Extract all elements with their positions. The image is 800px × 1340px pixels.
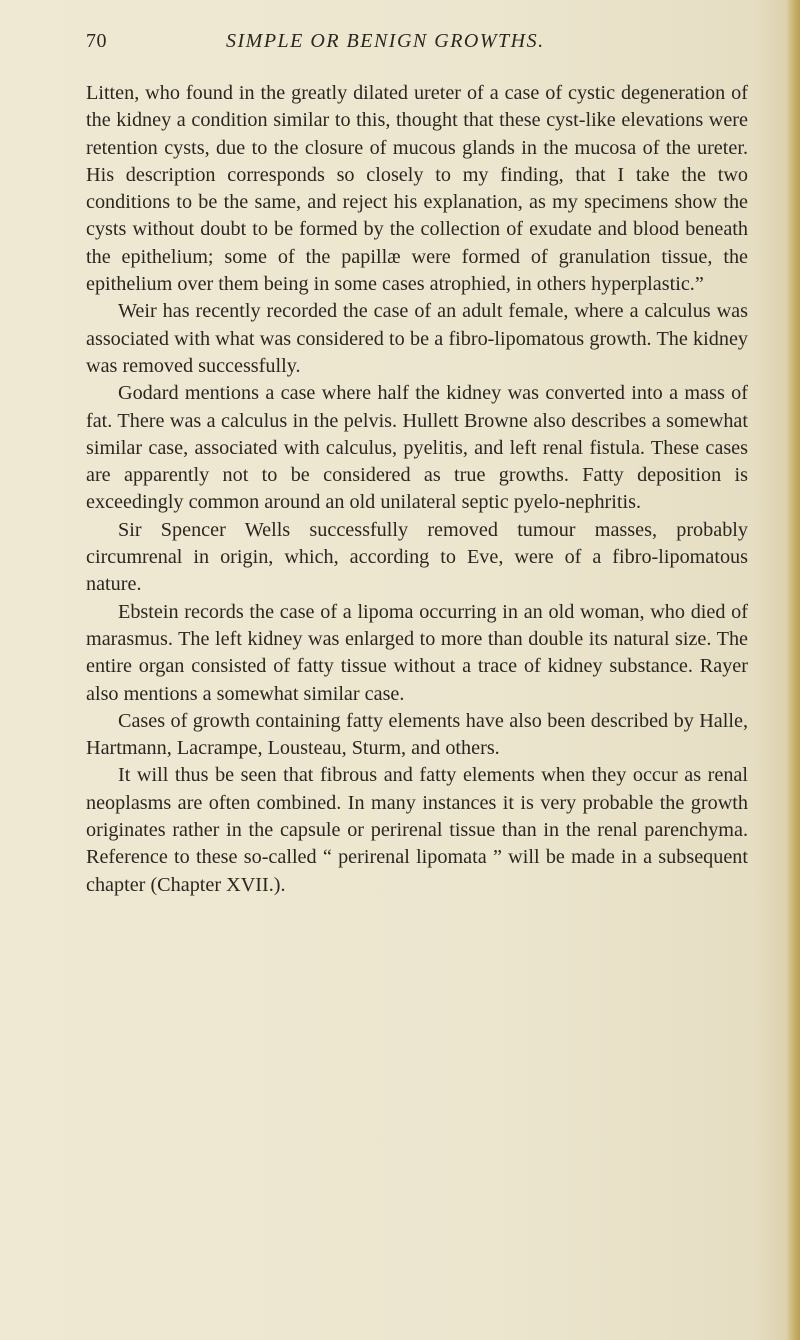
paragraph-litten-quote: Litten, who found in the greatly dilated ureter of a case of cystic degeneration of the kidney a condition similar to this, thought that these cyst-like elevations were retention cysts, due to the closure of mucous glands in the mucosa of the ureter. His description corresponds so closely to my finding, that I take the two conditions to be the same, and reject his explanation, as my specimens show the cysts without doubt to be formed by the collection of exudate and blood beneath the epithelium; some of the papillæ were formed of granulation tissue, the epithelium over them being in some cases atrophied, in others hyperplastic.”	[86, 82, 748, 296]
page-edge-shadow	[786, 0, 800, 1340]
paragraph-spencer-wells: Sir Spencer Wells successfully removed tumour masses, probably circumrenal in origin, which, according to Eve, were of a fibro-lipomatous nature.	[86, 518, 748, 596]
paragraph-conclusion: It will thus be seen that fibrous and fatty elements when they occur as renal neoplasms are often combined. In many instances it is very probable the growth originates rather in the capsule or perirenal tissue than in the renal parenchyma. Reference to these so-called “ perirenal lipomata ” will be made in a subsequent chapter (Chapter XVII.).	[86, 764, 748, 896]
page-header	[86, 30, 746, 58]
running-head: SIMPLE OR BENIGN GROWTHS.	[226, 30, 545, 52]
paragraph-godard: Godard mentions a case where half the kidney was converted into a mass of fat. There was a calculus in the pelvis. Hullett Browne also describes a somewhat similar case, associated with calculus, pyelitis, and left renal fistula. These cases are apparently not to be considered as true growths. Fatty deposition is exceedingly common around an old unilateral septic pyelo-nephritis.	[86, 382, 748, 514]
paragraph-ebstein: Ebstein records the case of a lipoma occurring in an old woman, who died of marasmus. The left kidney was enlarged to more than double its natural size. The entire organ consisted of fatty tissue without a trace of kidney substance. Rayer also mentions a somewhat similar case.	[86, 600, 748, 705]
page-number: 70	[86, 30, 107, 52]
paragraph-weir: Weir has recently recorded the case of an adult female, where a calculus was associated with what was considered to be a fibro-lipomatous growth. The kidney was removed successfully.	[86, 300, 748, 377]
paragraph-cases-fatty: Cases of growth containing fatty elements have also been described by Halle, Hartmann, Lacrampe, Lousteau, Sturm, and others.	[86, 709, 748, 760]
body-text	[86, 80, 748, 899]
